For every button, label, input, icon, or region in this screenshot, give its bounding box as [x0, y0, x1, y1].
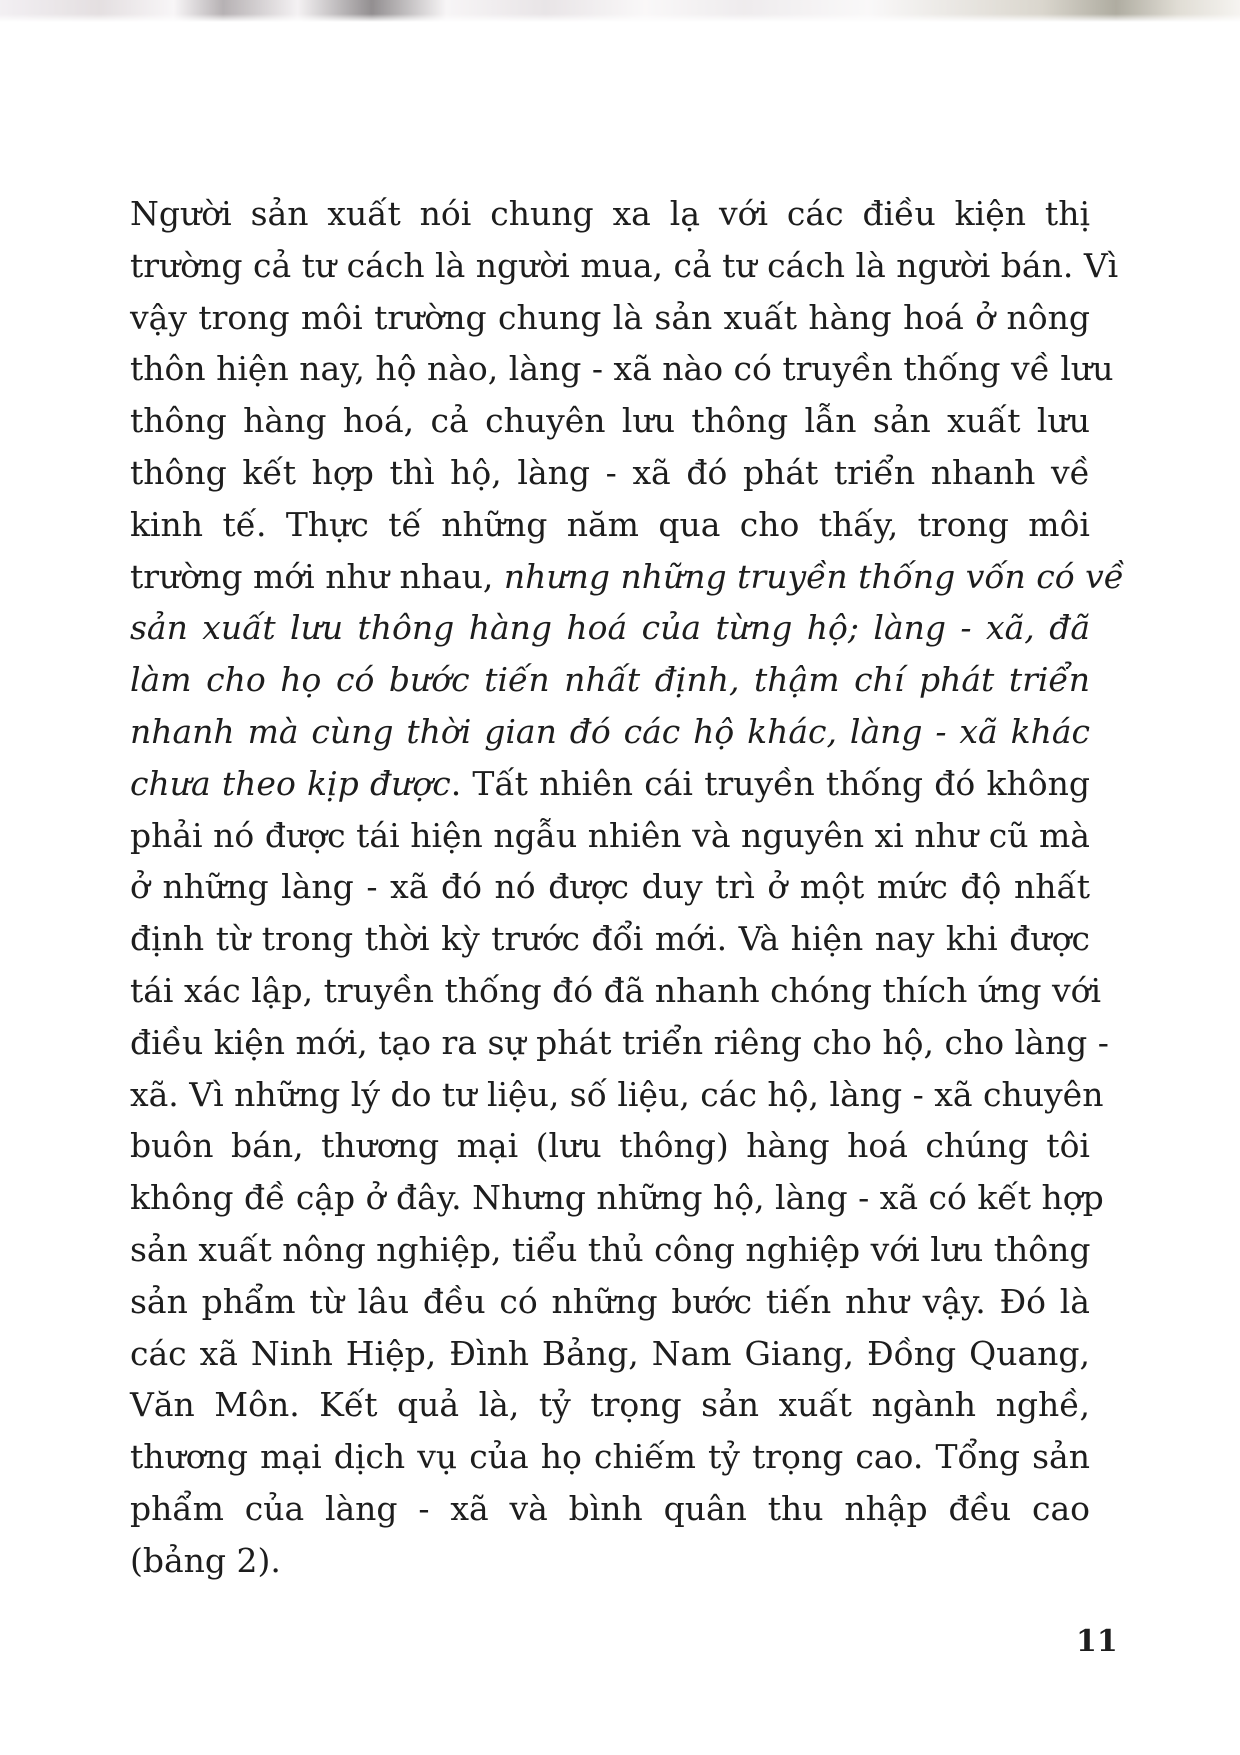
text-line: thông kết hợp thì hộ, làng - xã đó phát triển nhanh về — [130, 452, 1090, 492]
text-line: thương mại dịch vụ của họ chiếm tỷ trọng cao. Tổng sản — [130, 1437, 1090, 1477]
text-line: trường mới như nhau, nhưng những truyền thống vốn có về — [130, 556, 1125, 596]
text-line: xã. Vì những lý do tư liệu, số liệu, các hộ, làng - xã chuyên — [130, 1074, 1104, 1114]
text-line: trường cả tư cách là người mua, cả tư cách là người bán. Vì — [130, 245, 1119, 285]
text-line — [130, 654, 1090, 706]
text-line: phải nó được tái hiện ngẫu nhiên và nguyên xi như cũ mà — [130, 815, 1090, 855]
text-line: định từ trong thời kỳ trước đổi mới. Và hiện nay khi được — [130, 919, 1090, 959]
scan-edge-artifact — [0, 0, 1240, 22]
italic-text: làm cho họ có bước tiến nhất định, thậm chí phát triển — [130, 660, 1090, 700]
text-line: điều kiện mới, tạo ra sự phát triển riêng cho hộ, cho làng - — [130, 1022, 1109, 1062]
text-line: sản phẩm từ lâu đều có những bước tiến như vậy. Đó là — [130, 1281, 1090, 1321]
text-line: kinh tế. Thực tế những năm qua cho thấy, trong môi — [130, 504, 1090, 544]
text-line: phẩm của làng - xã và bình quân thu nhập đều cao — [130, 1488, 1090, 1528]
text-line: Người sản xuất nói chung xa lạ với các điều kiện thị — [130, 194, 1090, 233]
italic-text: chưa theo kịp được — [130, 763, 451, 803]
text-line: buôn bán, thương mại (lưu thông) hàng hoá chúng tôi — [130, 1126, 1090, 1166]
body-text — [130, 188, 1125, 1587]
text-line — [130, 706, 1090, 758]
italic-text: nhanh mà cùng thời gian đó các hộ khác, làng - xã khác — [130, 711, 1090, 751]
text-line: thông hàng hoá, cả chuyên lưu thông lẫn sản xuất lưu — [130, 401, 1090, 441]
text-line: ở những làng - xã đó nó được duy trì ở một mức độ nhất — [130, 867, 1090, 907]
text-line: (bảng 2). — [130, 1540, 281, 1580]
text-line: tái xác lập, truyền thống đó đã nhanh chóng thích ứng với — [130, 970, 1102, 1010]
text-line: sản xuất nông nghiệp, tiểu thủ công nghiệp với lưu thông — [130, 1229, 1091, 1269]
page-number: 11 — [1076, 1624, 1118, 1659]
italic-text: sản xuất lưu thông hàng hoá của từng hộ; làng - xã, đã — [130, 608, 1090, 648]
text-line: chưa theo kịp được. Tất nhiên cái truyền thống đó không — [130, 763, 1090, 803]
italic-text: nhưng những truyền thống vốn có về — [503, 556, 1125, 596]
text-line — [130, 602, 1090, 654]
text-line: các xã Ninh Hiệp, Đình Bảng, Nam Giang, Đồng Quang, — [130, 1333, 1090, 1373]
text-line: vậy trong môi trường chung là sản xuất hàng hoá ở nông — [130, 297, 1090, 337]
text-line: Văn Môn. Kết quả là, tỷ trọng sản xuất ngành nghề, — [130, 1385, 1090, 1425]
text-line: không đề cập ở đây. Nhưng những hộ, làng - xã có kết hợp — [130, 1178, 1104, 1218]
text-line: thôn hiện nay, hộ nào, làng - xã nào có truyền thống về lưu — [130, 349, 1114, 389]
